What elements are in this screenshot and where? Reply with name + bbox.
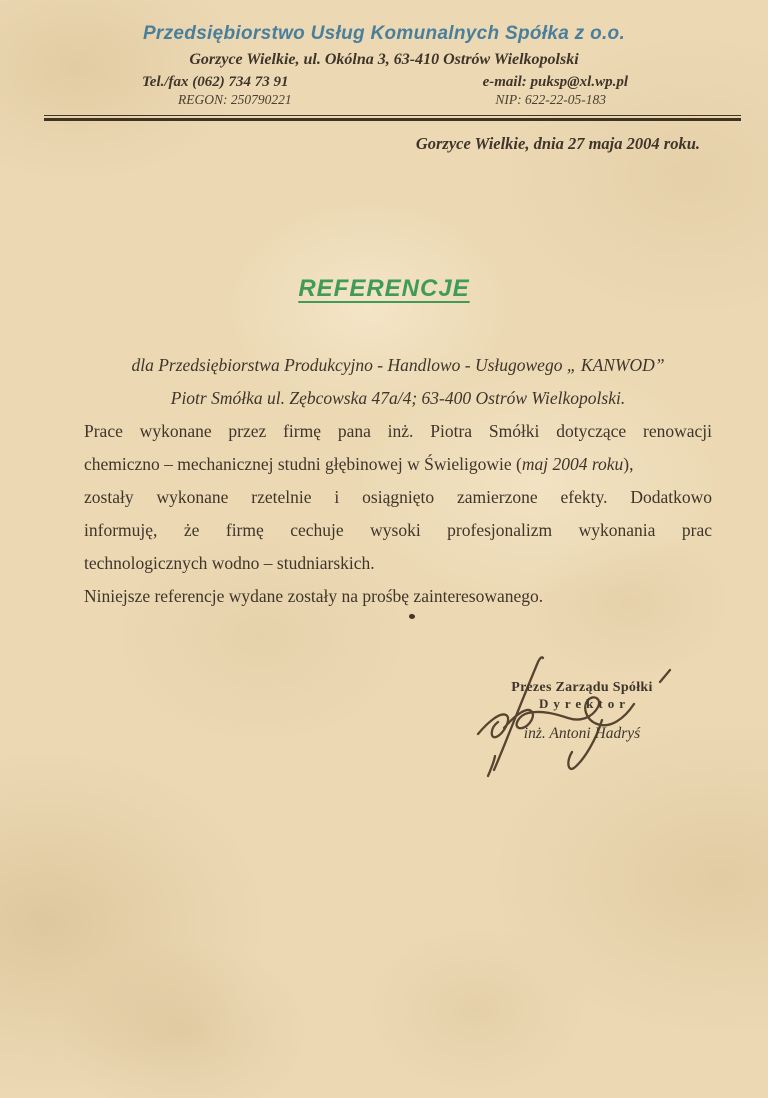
letterhead-divider <box>44 115 741 121</box>
body-line-5: technologicznych wodno – studniarskich. <box>84 553 375 573</box>
body-line-3: zostały wykonane rzetelnie i osiągnięto zamierzone efekty. Dodatkowo <box>84 487 712 507</box>
handwritten-signature <box>464 652 704 782</box>
company-name: Przedsiębiorstwo Usług Komunalnych Spółka z o.o. <box>142 23 626 44</box>
letter-body <box>84 349 712 613</box>
body-line-2 <box>84 448 712 481</box>
company-address: Gorzyce Wielkie, ul. Okólna 3, 63-410 Ostrów Wielkopolski <box>189 51 579 68</box>
email: e-mail: puksp@xl.wp.pl <box>482 74 628 90</box>
body-line-2-pre: chemiczno – mechanicznej studni głębinowej w Świeligowie ( <box>84 454 522 474</box>
nip: NIP: 622-22-05-183 <box>495 92 606 107</box>
letterhead <box>0 0 768 121</box>
recipient-line-2: Piotr Smółka ul. Zębcowska 47a/4; 63-400 Ostrów Wielkopolski. <box>170 388 626 408</box>
body-line-2-italic: maj 2004 roku <box>521 454 624 474</box>
signature-role-director: Dyrektor <box>538 696 631 711</box>
date-line: Gorzyce Wielkie, dnia 27 maja 2004 roku. <box>415 134 700 153</box>
body-line-4: informuję, że firmę cechuje wysoki profesjonalizm wykonania prac <box>84 520 712 540</box>
tel-fax: Tel./fax (062) 734 73 91 <box>142 74 289 90</box>
body-line-1: Prace wykonane przez firmę pana inż. Piotra Smółki dotyczące renowacji <box>84 421 712 441</box>
body-line-2-post: ), <box>623 454 634 474</box>
ink-speck <box>408 613 415 620</box>
document-title: REFERENCJE <box>298 275 470 302</box>
signature-role-president: Prezes Zarządu Spółki <box>511 680 653 695</box>
signature-block <box>482 680 682 743</box>
recipient-line-1: dla Przedsiębiorstwa Produkcyjno - Handlowo - Usługowego „ KANWOD” <box>131 355 665 375</box>
registry-row <box>178 92 606 108</box>
closing-line: Niniejsze referencje wydane zostały na prośbę zainteresowanego. <box>84 586 544 606</box>
signature-name: inż. Antoni Hadryś <box>523 725 641 742</box>
regon: REGON: 250790221 <box>178 92 292 107</box>
contact-row <box>142 73 628 91</box>
